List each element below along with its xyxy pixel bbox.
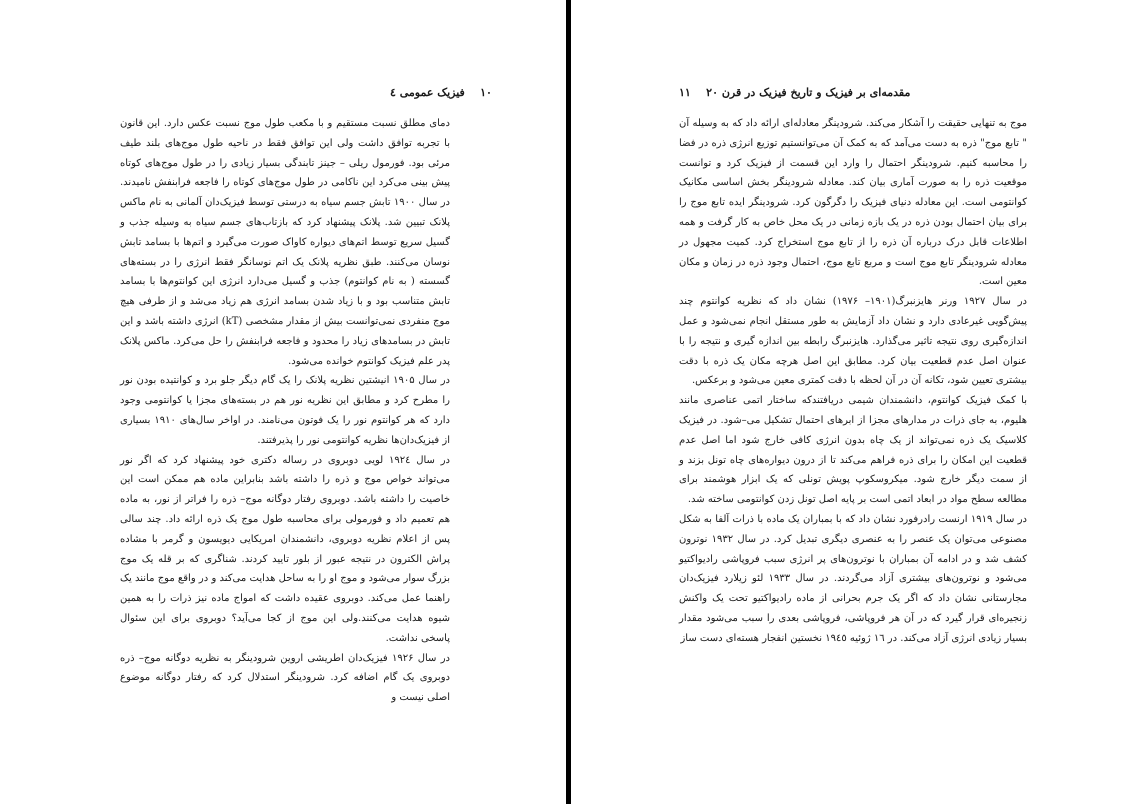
- right-running-head: [679, 86, 910, 99]
- left-running-head: [390, 86, 492, 99]
- left-paragraph-3: در سال ۱۹۲٤ لویی دوبروی در رساله دکتری خود پیشنهاد کرد که اگر نور می‌تواند خواص موج و ذره را داشته باشد بنابراین ماده هم ممکن است این خاصیت را داشته باشد. دوبروی رفتار دوگانه موج– ذره را فراتر از نور، به ماده هم تعمیم داد و فورمولی برای محاسبه طول موج یک ذره ارائه داد. چند سالی پس از اعلام نظریه دوبروی، دانشمندان امریکایی دیویسون و گرمر با مشاده پراش الکترون در نتیجه عبور از بلور تایید کردند. شناگری که بر قله یک موج بزرگ سوار می‌شود و موج او را به ساحل هدایت می‌کند و در واقع موج مانند یک راهنما عمل می‌کند. دوبروی عقیده داشت که امواج ماده نیز ذرات را به همین شیوه هدایت می‌کنند.ولی این موج از کجا می‌آید؟ دوبروی برای این سئوال پاسخی نداشت.: [120, 454, 450, 644]
- right-body-text: [679, 114, 1027, 649]
- right-running-title: مقدمه‌ای بر فیزیک و تاریخ فیزیک در قرن ۲۰: [706, 86, 911, 99]
- right-page-number: ۱۱: [679, 86, 691, 99]
- left-paragraph-1: دمای مطلق نسبت مستقیم و با مکعب طول موج نسبت عکس دارد. این قانون با تجربه توافق داشت ولی این توافق فقط در ناحیه طول موج‌های بلند طیف مرئی بود. فورمول ریلی – جینز تابندگی بسیار زیادی را در طول موج‌های کوتاه پیش بینی می‌کرد این ناکامی در طول موج‌های کوتاه را فاجعه فرابنفش نامیدند. در سال ۱۹۰۰ تابش جسم سیاه به درستی توسط فیزیک‌دان آلمانی به نام ماکس پلانک تبیین شد. پلانک پیشنهاد کرد که بازتاب‌های جسم سیاه به وسیله جذب و گسیل سریع توسط اتم‌های دیواره کاواک صورت می‌گیرد و اتم‌ها با بسامد تابش نوسان می‌کنند. طبق نظریه پلانک یک اتم نوسانگر فقط انرژی را در بسته‌های گسسته ( به نام کوانتوم) جذب و گسیل می‌دارد انرژی این کوانتوم‌ها با بسامد تابش متناسب بود و با زیاد شدن بسامد انرژی هم زیاد می‌شد و از طرفی هیچ موج منفردی نمی‌توانست بیش از مقدار مشخصی (kT) انرژی داشته باشد و این تابش در بسامدهای زیاد را محدود و فاجعه فرابنفش را حل می‌کرد. ماکس پلانک پدر علم فیزیک کوانتوم خوانده می‌شود.: [120, 118, 450, 367]
- right-paragraph-3: با کمک فیزیک کوانتوم، دانشمندان شیمی دریافتند‌که ساختار اتمی عناصری مانند هلیوم، به جای ذرات در مدارهای مجزا از ابرهای احتمال تشکیل می‌–شود. در فیزیک کلاسیک یک ذره نمی‌تواند از یک چاه بدون انرژی کافی خارج شود اما اصل عدم قطعیت این امکان را برای ذره فراهم می‌کند تا از درون دیواره‌های چاه تونل بزند و از سمت دیگر خارج شود. میکروسکوپ پویش تونلی که یک ابزار هوشمند برای مطالعه سطح مواد در ابعاد اتمی است بر پایه اصل تونل زدن کوانتومی ساخته شد.: [679, 395, 1027, 506]
- right-paragraph-4: در سال ۱۹۱۹ ارنست رادرفورد نشان داد که با بمباران یک ماده با ذرات آلفا به شکل مصنوعی می‌توان یک عنصر را به عنصری دیگری تبدیل کرد. در سال ۱۹۳۲ نوترون کشف شد و در ادامه آن بمباران با نوترون‌های پر انرژی سبب فروپاشی رادیواکتیو می‌شود و نوترون‌های بیشتری آزاد می‌گردند. در سال ۱۹۳۳ لئو زیلارد فیزیک‌دان مجارستانی نشان داد که اگر یک جرم بحرانی از ماده رادیواکتیو تحت یک واکنش زنجیره‌ای قرار گیرد که در آن هر فروپاشی، فروپاشی بعدی را سبب می‌شود مقدار بسیار زیادی انرژی آزاد می‌کند. در ١٦ ژوئیه ١٩٤٥ نخستین انفجار هسته‌ای دست ساز: [679, 513, 1027, 644]
- left-paragraph-4: در سال ۱۹۲۶ فیزیک‌دان اطریشی اروین شرودینگر به نظریه دوگانه موج– ذره دوبروی یک گام اضافه کرد. شرودینگر استدلال کرد که رفتار دوگانه موضوع اصلی نیست و: [120, 652, 450, 704]
- right-paragraph-1: موج به تنهایی حقیقت را آشکار می‌کند. شرودینگر معادله‌ای ارائه داد که به وسیله آن " تابع موج" ذره به دست می‌آمد که به کمک آن می‌توانستیم توزیع انرژی ذره در فضا را محاسبه کنیم. شرودینگر احتمال را وارد این قسمت از فیزیک کرد و توانست موقعیت ذره را به صورت آماری بیان کند. معادله شرودینگر بخش اساسی مکانیک کوانتومی است. این معادله دنیای فیزیک را دگرگون کرد. شرودینگر ایده تابع موج را برای بیان احتمال بودن ذره در یک بازه زمانی در یک محل خاص به کار گرفت و همه اطلاعات قابل درک درباره آن ذره را از تابع موج استخراج کرد. کمیت مجهول در معادله شرودینگر تابع موج است و مربع تابع موج، احتمال وجود ذره در زمان و مکان معین است.: [679, 118, 1027, 288]
- left-running-title: فیزیک عمومی ٤: [390, 86, 465, 99]
- right-page: [571, 0, 1136, 804]
- left-page: [0, 0, 566, 804]
- left-paragraph-2: در سال ۱۹۰۵ انیشتین نظریه پلانک را یک گام دیگر جلو برد و کوانتیده بودن نور را مطرح کرد و مطابق این نظریه نور هم در بسته‌های مجزا یا کوانتومی وجود دارد که هر کوانتوم نور را یک فوتون می‌نامند. در اواخر سال‌های ۱۹۱۰ بسیاری از فیزیک‌دان‌ها نظریه کوانتومی نور را پذیرفتند.: [120, 375, 450, 446]
- left-page-number: ۱۰: [480, 86, 492, 99]
- right-paragraph-2: در سال ۱۹۲۷ ورنر هایزنبرگ(۱۹۰۱– ۱۹۷۶) نشان داد که نظریه کوانتوم چند پیش‌گویی غیرعادی دارد و نشان داد آزمایش به طور مستقل انجام نمی‌شود و عمل اندازه‌گیری روی نتیجه تاثیر می‌گذارد. هایزنبرگ رابطه بین اندازه گیری و نتیجه را با عنوان اصل عدم قطعیت بیان کرد. مطابق این اصل هرچه مکان یک ذره با دقت بیشتری تعیین شود، تکانه آن در آن لحظه با دقت کمتری معین می‌شود و برعکس.: [679, 296, 1027, 387]
- left-body-text: [120, 114, 450, 708]
